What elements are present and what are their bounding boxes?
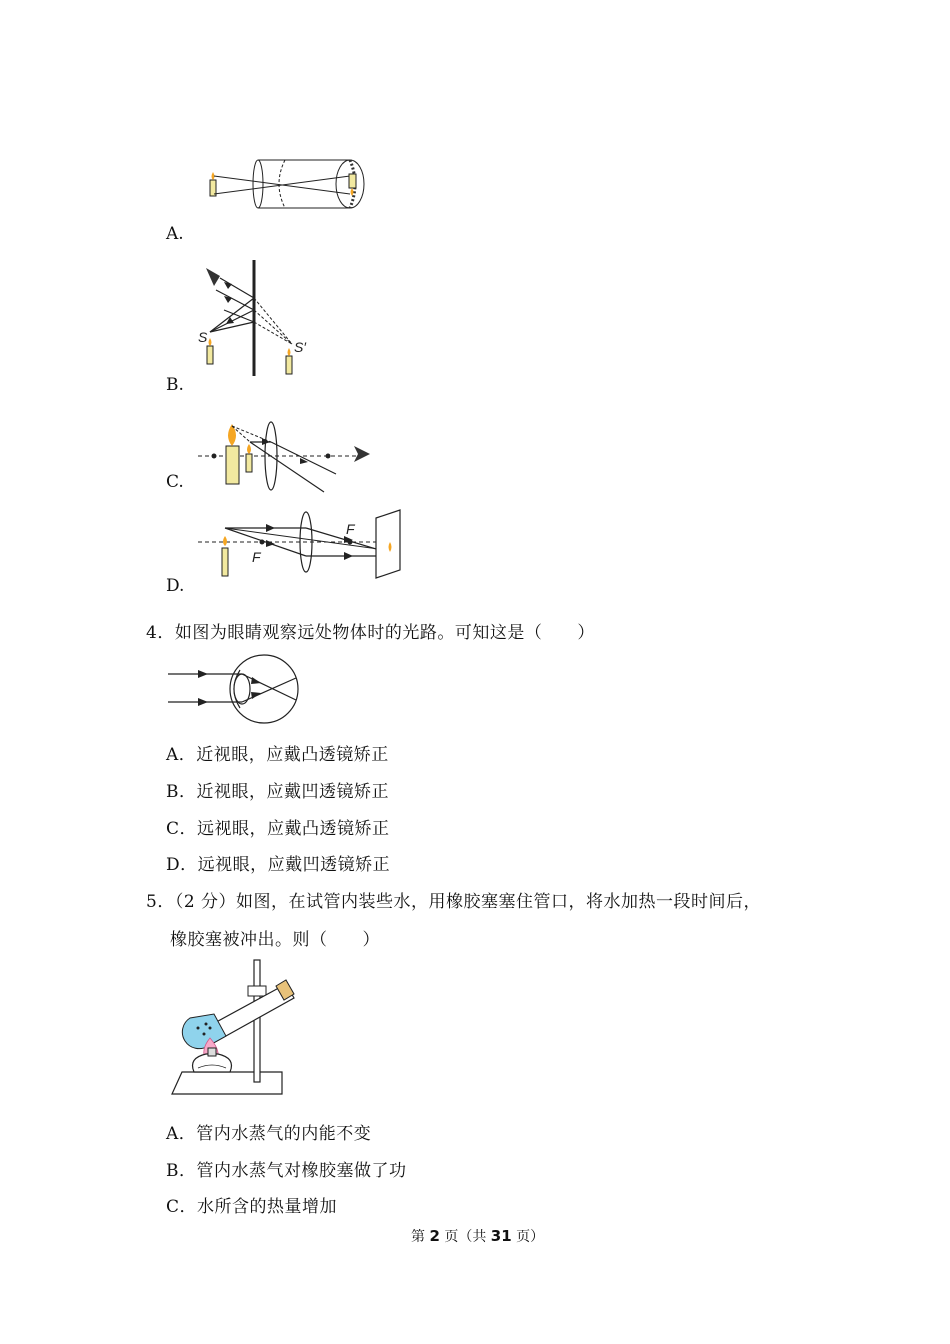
- figure-b-plane-mirror: [196, 258, 326, 383]
- q5-stem-line2: 橡胶塞被冲出。则（ ）: [170, 930, 380, 950]
- q5-option-a-text: 管内水蒸气的内能不变: [196, 1124, 372, 1144]
- q4-option-c-label: C．: [166, 819, 198, 839]
- figure-d-focus-right: F: [346, 521, 355, 537]
- q5-option-a-label: A．: [166, 1124, 197, 1144]
- q5-option-c-text: 水所含的热量增加: [197, 1197, 338, 1217]
- footer-prefix: 第: [411, 1229, 425, 1245]
- q5-option-b[interactable]: [166, 1156, 407, 1181]
- footer-middle: 页（共: [444, 1229, 487, 1245]
- figure-d-focus-left: F: [252, 549, 261, 565]
- q4-option-c-text: 远视眼，应戴凸透镜矫正: [197, 819, 390, 839]
- figure-a-pinhole-camera: [200, 150, 380, 220]
- q4-stem-text: 如图为眼睛观察远处物体时的光路。可知这是（ ）: [174, 623, 595, 643]
- q4-option-c[interactable]: [166, 814, 390, 839]
- option-b-label: B.: [166, 375, 184, 395]
- option-a-label: A.: [166, 224, 184, 244]
- option-c-label: C.: [166, 472, 184, 492]
- q4-option-d-label: D．: [166, 855, 198, 875]
- q4-option-a-label: A．: [166, 745, 197, 765]
- footer-page-number: 2: [429, 1227, 440, 1245]
- q4-option-a[interactable]: [166, 740, 389, 765]
- figure-c-convex-lens-magnifier: [196, 416, 386, 491]
- q4-number: 4．: [146, 623, 175, 643]
- figure-b-image-label: S′: [294, 339, 306, 355]
- figure-test-tube-heating: [168, 956, 288, 1098]
- q5-option-c-label: C．: [166, 1197, 198, 1217]
- q5-option-b-label: B．: [166, 1161, 197, 1181]
- footer-total-pages: 31: [490, 1227, 512, 1245]
- q5-option-c[interactable]: [166, 1192, 337, 1217]
- q5-number: 5．: [146, 892, 175, 912]
- q5-option-b-text: 管内水蒸气对橡胶塞做了功: [196, 1161, 407, 1181]
- figure-d-convex-lens-projector: [196, 506, 406, 582]
- q4-option-b[interactable]: [166, 777, 389, 802]
- option-d-label: D.: [166, 576, 185, 596]
- q4-stem: [146, 618, 595, 643]
- q4-option-b-text: 近视眼，应戴凹透镜矫正: [196, 782, 389, 802]
- q4-option-b-label: B．: [166, 782, 197, 802]
- page-footer: [411, 1226, 544, 1246]
- figure-eye-light-path: [168, 652, 308, 728]
- q5-stem-text-1: （2 分）如图，在试管内装些水，用橡胶塞塞住管口，将水加热一段时间后，: [174, 892, 762, 912]
- q4-option-a-text: 近视眼，应戴凸透镜矫正: [196, 745, 389, 765]
- q5-option-a[interactable]: [166, 1119, 371, 1144]
- q4-option-d-text: 远视眼，应戴凹透镜矫正: [197, 855, 391, 875]
- figure-b-source-label: S: [198, 329, 208, 345]
- footer-suffix: 页）: [516, 1229, 545, 1245]
- q5-stem-line1: [146, 887, 761, 912]
- q4-option-d[interactable]: [166, 850, 390, 875]
